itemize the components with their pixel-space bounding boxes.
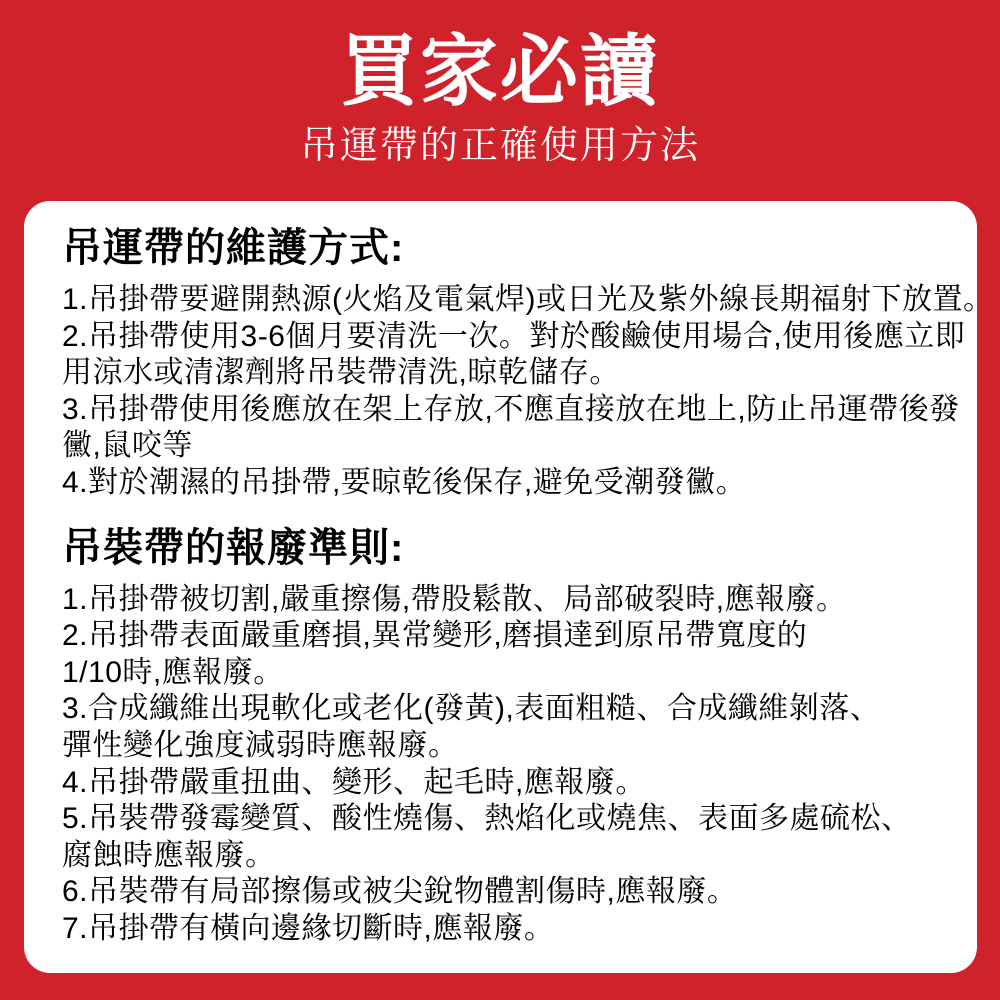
scrapping-line: 7.吊掛帶有橫向邊緣切斷時,應報廢。 <box>62 911 555 945</box>
scrapping-heading: 吊裝帶的報廢準則: <box>62 525 405 570</box>
scrapping-line: 5.吊裝帶發霉變質、酸性燒傷、熱焰化或燒焦、表面多處硫松、 <box>62 802 912 836</box>
maintenance-line: 2.吊掛帶使用3-6個月要清洗一次。對於酸鹼使用場合,使用後應立即 <box>62 319 966 353</box>
maintenance-heading: 吊運帶的維護方式: <box>62 226 405 270</box>
hero-banner <box>0 0 1000 200</box>
maintenance-line: 3.吊掛帶使用後應放在架上存放,不應直接放在地上,防止吊運帶後發 <box>62 392 960 426</box>
maintenance-line: 黴,鼠咬等 <box>62 429 193 463</box>
scrapping-line: 1/10時,應報廢。 <box>62 655 284 689</box>
page-subtitle: 吊運帶的正確使用方法 <box>299 125 700 167</box>
page-title: 買家必讀 <box>339 27 660 115</box>
scrapping-line: 腐蝕時應報廢。 <box>62 838 276 872</box>
scrapping-line: 4.吊掛帶嚴重扭曲、變形、起毛時,應報廢。 <box>62 765 646 799</box>
maintenance-line: 1.吊掛帶要避開熱源(火焰及電氣焊)或日光及紫外線長期福射下放置。 <box>62 283 994 316</box>
scrapping-line: 1.吊掛帶被切割,嚴重擦傷,帶股鬆散、局部破裂時,應報廢。 <box>62 582 847 616</box>
scrapping-line: 彈性變化強度減弱時應報廢。 <box>62 728 459 762</box>
section-maintenance <box>62 226 994 502</box>
scrapping-line: 6.吊裝帶有局部擦傷或被尖銳物體割傷時,應報廢。 <box>62 875 738 909</box>
section-scrapping <box>62 527 943 948</box>
scrapping-line: 2.吊掛帶表面嚴重磨損,異常變形,磨損達到原吊帶寬度的 <box>62 619 808 653</box>
scrapping-line: 3.合成纖維出現軟化或老化(發黃),表面粗糙、合成纖維剝落、 <box>62 692 881 726</box>
info-card <box>24 201 994 973</box>
maintenance-line: 用涼水或清潔劑將吊裝帶清洗,晾乾儲存。 <box>62 356 620 390</box>
maintenance-line: 4.對於潮濕的吊掛帶,要晾乾後保存,避免受潮發黴。 <box>62 465 747 499</box>
